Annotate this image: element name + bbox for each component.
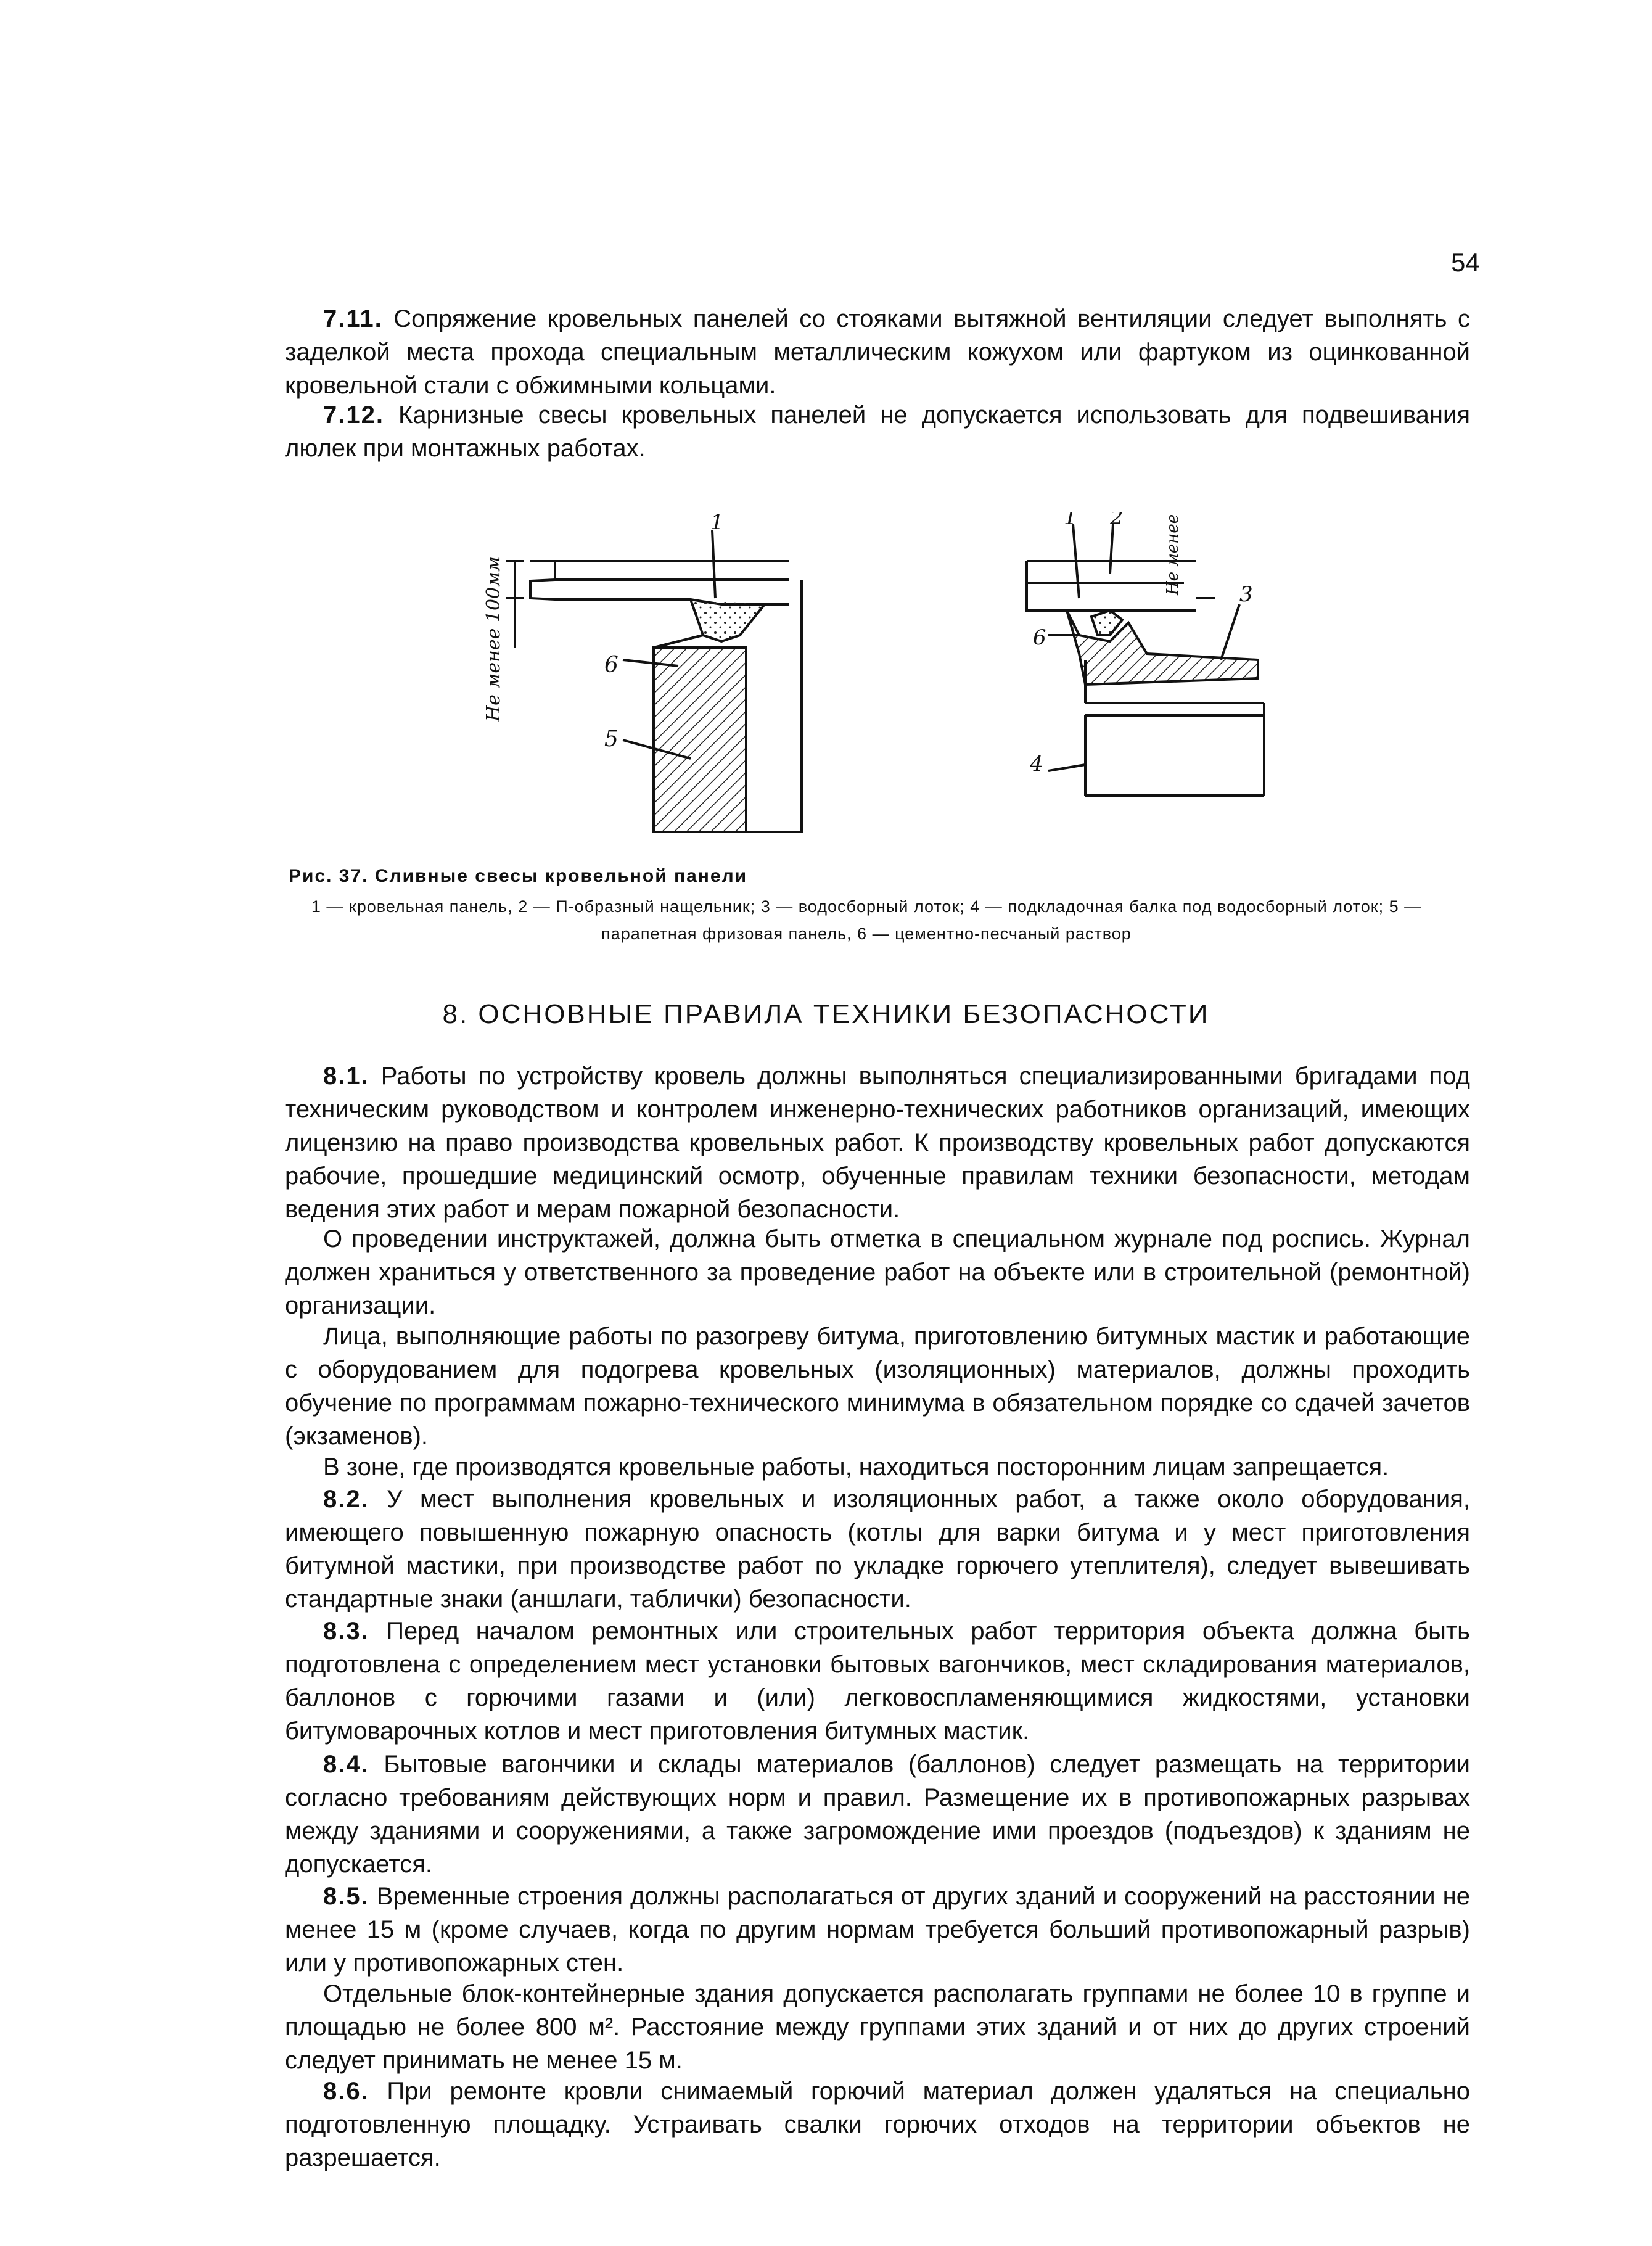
- paragraph-7-12: [285, 398, 1470, 465]
- right-label-4: 4: [1030, 752, 1043, 776]
- clause-text: Сопряжение кровельных панелей со стояками вытяжной вентиляции следует выполнять с заделкой места прохода специальным металлическим кожухом или фартуком из оцинкованной кровельной стали с обжимными кольцами.: [285, 305, 1470, 399]
- paragraph-7-11: [285, 302, 1470, 402]
- clause-text: В зоне, где производятся кровельные работы, находиться посторонним лицам запрещается.: [323, 1454, 1389, 1481]
- clause-number: 8.3.: [323, 1618, 369, 1645]
- clause-text: У мест выполнения кровельных и изоляционных работ, а также около оборудования, имеющего повышенную пожарную опасность (котлы для варки битума и у мест приготовления битумной мастики, при производстве работ по укладке горючего утеплителя), следует вывешивать стандартные знаки (аншлаги, таблички) безопасности.: [285, 1486, 1470, 1613]
- clause-text: Работы по устройству кровель должны выполняться специализированными бригадами под техническим руководством и контролем инженерно-технических работников организаций, имеющих лицензию на право производства кровельных работ. К производству кровельных работ допускаются рабочие, прошедшие медицинский осмотр, обученные правилам техники безопасности, методам ведения этих работ и мерам пожарной безопасности.: [285, 1063, 1470, 1223]
- clause-number: 8.5.: [323, 1883, 369, 1910]
- left-label-5: 5: [604, 726, 618, 752]
- clause-number: 8.1.: [323, 1063, 369, 1090]
- clause-text: При ремонте кровли снимаемый горючий материал должен удаляться на специально подготовленную площадку. Устраивать свалки горючих отходов на территории объектов не разрешается.: [285, 2078, 1470, 2171]
- left-label-6: 6: [604, 652, 618, 678]
- paragraph-instruction: [285, 1222, 1470, 1322]
- figure-37: [456, 512, 1320, 833]
- section-heading: 8. ОСНОВНЫЕ ПРАВИЛА ТЕХНИКИ БЕЗОПАСНОСТИ: [442, 999, 1210, 1029]
- right-label-2: 2: [1110, 512, 1124, 530]
- right-dimension-label: Не менее 80мм: [1164, 512, 1182, 595]
- roof-eave-drawings: [456, 512, 1320, 833]
- left-dimension-label: Не менее 100мм: [483, 556, 504, 722]
- clause-number: 7.12.: [323, 401, 384, 429]
- figure-caption-legend: 1 — кровельная панель, 2 — П-образный нащельник; 3 — водосборный лоток; 4 — подкладочная балка под водосборный лоток; 5 — парапетная фризовая панель, 6 — цементно-песчаный раствор: [311, 897, 1422, 943]
- paragraph-8-4: [285, 1748, 1470, 1881]
- clause-number: 7.11.: [323, 305, 383, 332]
- paragraph-restricted-zone: [285, 1450, 1470, 1484]
- right-label-1: 1: [1064, 512, 1077, 530]
- left-eave-detail: [483, 512, 802, 833]
- clause-text: О проведении инструктажей, должна быть отметка в специальном журнале под роспись. Журнал должен храниться у ответственного за проведение работ на объекте или в строительной (ремонтной) организации.: [285, 1225, 1470, 1319]
- right-label-3: 3: [1239, 582, 1253, 607]
- paragraph-8-5: [285, 1880, 1470, 1980]
- paragraph-block-containers: [285, 1977, 1470, 2077]
- clause-text: Перед началом ремонтных или строительных работ территория объекта должна быть подготовлена с определением мест установки бытовых вагончиков, мест складирования материалов, баллонов с горючими газами и (или) легковоспламеняющимися жидкостями, установки битумоварочных котлов и мест приготовления битумных мастик.: [285, 1618, 1470, 1745]
- clause-text: Лица, выполняющие работы по разогреву битума, приготовлению битумных мастик и работающие с оборудованием для подогрева кровельных (изоляционных) материалов, должны проходить обучение по программам пожарно-технического минимума в обязательном порядке со сдачей зачетов (экзаменов).: [285, 1323, 1470, 1450]
- right-eave-detail: [1027, 512, 1264, 796]
- clause-text: Временные строения должны располагаться от других зданий и сооружений на расстоянии не менее 15 м (кроме случаев, когда по другим нормам требуется больший противопожарный разрыв) или у противопожарных стен.: [285, 1883, 1470, 1977]
- clause-number: 8.6.: [323, 2078, 369, 2105]
- paragraph-8-3: [285, 1615, 1470, 1748]
- paragraph-8-1: [285, 1059, 1470, 1226]
- right-label-6: 6: [1033, 625, 1046, 650]
- paragraph-8-2: [285, 1483, 1470, 1616]
- clause-text: Бытовые вагончики и склады материалов (баллонов) следует размещать на территории согласно требованиям действующих норм и правил. Размещение их в противопожарных разрывах между зданиями и сооружениями, а также загромождение ими проездов (подъездов) к зданиям не допускается.: [285, 1751, 1470, 1878]
- clause-number: 8.4.: [323, 1751, 369, 1778]
- clause-text: Карнизные свесы кровельных панелей не допускается использовать для подвешивания люлек при монтажных работах.: [285, 401, 1470, 462]
- clause-number: 8.2.: [323, 1486, 369, 1513]
- left-label-1: 1: [710, 512, 724, 535]
- paragraph-training: [285, 1320, 1470, 1453]
- figure-caption-title: Рис. 37. Сливные свесы кровельной панели: [289, 866, 748, 886]
- page-number: 54: [1451, 248, 1480, 277]
- clause-text: Отдельные блок-контейнерные здания допускается располагать группами не более 10 в группе и площадью не более 800 м². Расстояние между группами этих зданий и от них до других строений следует принимать не менее 15 м.: [285, 1980, 1470, 2074]
- paragraph-8-6: [285, 2075, 1470, 2174]
